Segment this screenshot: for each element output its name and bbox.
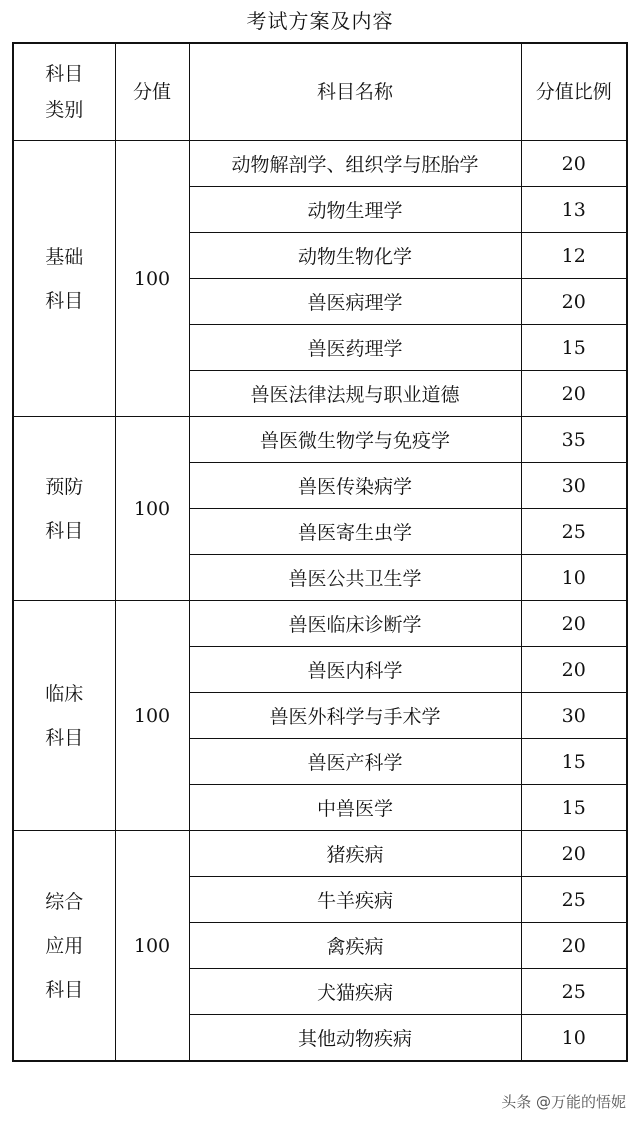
ratio-cell: 12 — [521, 233, 627, 279]
ratio-cell: 25 — [521, 509, 627, 555]
ratio-cell: 20 — [521, 371, 627, 417]
table-row — [13, 601, 627, 647]
table-row — [13, 831, 627, 877]
subject-name-cell: 兽医内科学 — [189, 647, 521, 693]
subject-name-cell: 犬猫疾病 — [189, 969, 521, 1015]
ratio-cell: 15 — [521, 739, 627, 785]
score-cell: 100 — [115, 417, 189, 601]
category-cell: 综合 应用 科目 — [13, 831, 115, 1062]
watermark: 头条 @万能的悟妮 — [501, 1093, 626, 1111]
header-category: 科目 类别 — [13, 43, 115, 141]
ratio-cell: 15 — [521, 325, 627, 371]
subject-name-cell: 兽医微生物学与免疫学 — [189, 417, 521, 463]
ratio-cell: 25 — [521, 969, 627, 1015]
ratio-cell: 10 — [521, 555, 627, 601]
category-cell: 基础 科目 — [13, 141, 115, 417]
header-subject: 科目名称 — [189, 43, 521, 141]
subject-name-cell: 牛羊疾病 — [189, 877, 521, 923]
table-row — [13, 141, 627, 187]
table-header-row — [13, 43, 627, 141]
category-cell: 预防 科目 — [13, 417, 115, 601]
subject-name-cell: 其他动物疾病 — [189, 1015, 521, 1062]
subject-name-cell: 猪疾病 — [189, 831, 521, 877]
subject-name-cell: 动物解剖学、组织学与胚胎学 — [189, 141, 521, 187]
subject-name-cell: 中兽医学 — [189, 785, 521, 831]
score-cell: 100 — [115, 831, 189, 1062]
ratio-cell: 13 — [521, 187, 627, 233]
ratio-cell: 20 — [521, 831, 627, 877]
ratio-cell: 35 — [521, 417, 627, 463]
subject-name-cell: 兽医传染病学 — [189, 463, 521, 509]
subject-name-cell: 兽医临床诊断学 — [189, 601, 521, 647]
category-cell: 临床 科目 — [13, 601, 115, 831]
ratio-cell: 20 — [521, 601, 627, 647]
subject-name-cell: 兽医病理学 — [189, 279, 521, 325]
subject-name-cell: 兽医公共卫生学 — [189, 555, 521, 601]
ratio-cell: 15 — [521, 785, 627, 831]
ratio-cell: 25 — [521, 877, 627, 923]
subject-name-cell: 兽医外科学与手术学 — [189, 693, 521, 739]
exam-content-table — [12, 42, 628, 1062]
subject-name-cell: 兽医寄生虫学 — [189, 509, 521, 555]
subject-name-cell: 兽医产科学 — [189, 739, 521, 785]
ratio-cell: 20 — [521, 279, 627, 325]
ratio-cell: 20 — [521, 141, 627, 187]
header-score: 分值 — [115, 43, 189, 141]
subject-name-cell: 兽医药理学 — [189, 325, 521, 371]
ratio-cell: 30 — [521, 693, 627, 739]
score-cell: 100 — [115, 601, 189, 831]
subject-name-cell: 动物生物化学 — [189, 233, 521, 279]
ratio-cell: 20 — [521, 647, 627, 693]
subject-name-cell: 禽疾病 — [189, 923, 521, 969]
header-ratio: 分值比例 — [521, 43, 627, 141]
page-title: 考试方案及内容 — [246, 9, 394, 33]
ratio-cell: 10 — [521, 1015, 627, 1062]
table-row — [13, 417, 627, 463]
subject-name-cell: 动物生理学 — [189, 187, 521, 233]
subject-name-cell: 兽医法律法规与职业道德 — [189, 371, 521, 417]
score-cell: 100 — [115, 141, 189, 417]
ratio-cell: 20 — [521, 923, 627, 969]
ratio-cell: 30 — [521, 463, 627, 509]
